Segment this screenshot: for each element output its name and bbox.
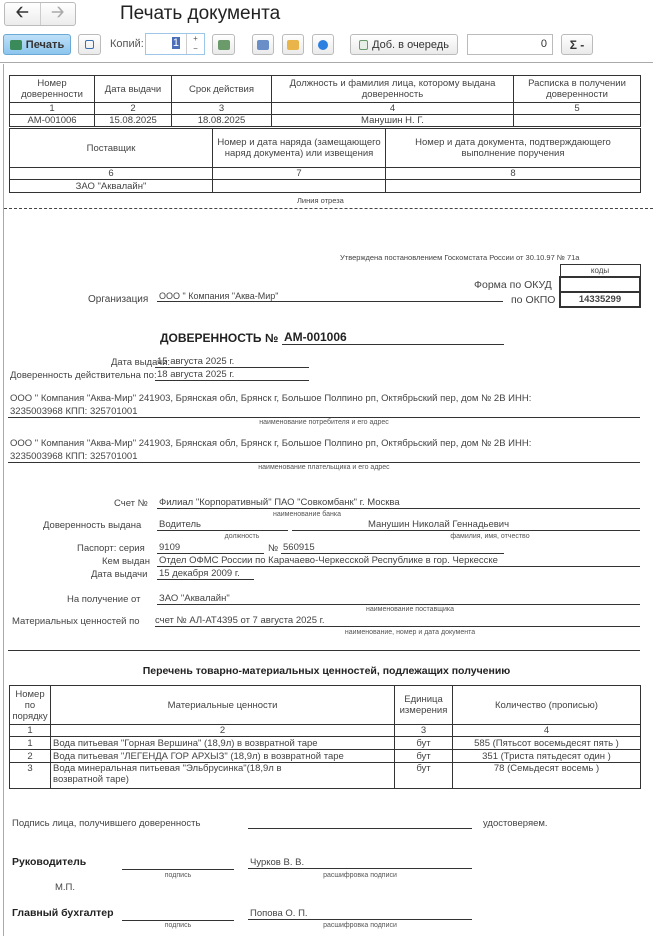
floppy-icon xyxy=(257,40,269,50)
chat-icon xyxy=(318,40,328,50)
envelope-icon xyxy=(287,40,299,50)
supplier-caption: наименование поставщика xyxy=(366,606,454,613)
stub-header: Номер и дата наряда (замещающего наряд документа) или извещения xyxy=(213,129,386,168)
accountant-label: Главный бухгалтер xyxy=(12,907,114,919)
fio-value: Манушин Николай Геннадьевич xyxy=(292,519,640,531)
stub-cell xyxy=(386,180,641,193)
copies-spinner[interactable]: + − xyxy=(186,34,204,54)
org-label: Организация xyxy=(88,294,149,305)
nav-buttons xyxy=(4,2,76,26)
stub-num: 8 xyxy=(386,168,641,180)
org-value: ООО " Компания "Аква-Мир" xyxy=(157,291,503,302)
stub-header: Расписка в получении доверенности xyxy=(514,76,641,103)
stub-num: 3 xyxy=(172,103,272,115)
passport-label: Паспорт: серия xyxy=(77,543,145,554)
valid-value: 18 августа 2025 г. xyxy=(155,369,309,381)
doc-number: АМ-001006 xyxy=(282,330,504,345)
stamp-label: М.П. xyxy=(55,882,76,893)
stub-num: 7 xyxy=(213,168,386,180)
stub-cell xyxy=(213,180,386,193)
print-button[interactable] xyxy=(3,34,71,55)
issued-by-label: Кем выдан xyxy=(102,556,150,567)
stub-table xyxy=(9,75,641,127)
account-value: Филиал "Корпоративный" ПАО "Совкомбанк" г. Москва xyxy=(157,497,640,509)
items-header: Номер по порядку xyxy=(10,686,51,725)
values-value: счет № АЛ-АТ4395 от 7 августа 2025 г. xyxy=(155,615,640,627)
items-header: Единица измерения xyxy=(395,686,453,725)
bank-caption: наименование банка xyxy=(273,511,341,518)
stub-num: 5 xyxy=(514,103,641,115)
okpo-label: по ОКПО xyxy=(511,294,556,306)
stub-table-2 xyxy=(9,128,641,193)
cell: 2 xyxy=(10,750,51,763)
receive-from-value: ЗАО "Аквалайн" xyxy=(157,593,640,605)
recipient-sign-label: Подпись лица, получившего доверенность xyxy=(12,818,201,829)
stub-header: Номер доверенности xyxy=(10,76,95,103)
stub-cell: ЗАО "Аквалайн" xyxy=(10,180,213,193)
cell: Вода питьевая "ЛЕГЕНДА ГОР АРХЫЗ" (18,9л) в возвратной таре xyxy=(51,750,395,763)
cell: Вода минеральная питьевая "Эльбрусинка"(18,9л в возвратной таре) xyxy=(51,763,395,789)
issued-to-label: Доверенность выдана xyxy=(43,520,142,531)
cell: бут xyxy=(395,763,453,789)
stub-num: 6 xyxy=(10,168,213,180)
issued-by-value: Отдел ОФМС России по Карачаево-Черкесской Республике в гор. Черкесске xyxy=(157,555,640,567)
approved-text: Утверждена постановлением Госкомстата России от 30.10.97 № 71а xyxy=(340,253,580,262)
consumer-line-2: 3235003968 КПП: 325701001 xyxy=(8,406,640,418)
table-row xyxy=(10,750,641,763)
payer-caption: наименование плательщика и его адрес xyxy=(258,464,390,471)
values-label: Материальных ценностей по xyxy=(12,616,140,627)
items-num: 3 xyxy=(395,725,453,737)
toolbar-divider xyxy=(0,62,653,63)
okud-value xyxy=(560,277,640,292)
pass-date-value: 15 декабря 2009 г. xyxy=(157,568,254,580)
back-button[interactable]: 🡠 xyxy=(5,3,41,25)
cell: 1 xyxy=(10,737,51,750)
copies-input[interactable] xyxy=(145,33,205,55)
position-caption: должность xyxy=(224,533,260,540)
passport-no-label: № xyxy=(268,543,279,554)
accountant-sign-line xyxy=(122,920,234,921)
printer-icon xyxy=(10,40,22,50)
stub-num: 2 xyxy=(95,103,172,115)
cell: бут xyxy=(395,737,453,750)
stub-cell: АМ-001006 xyxy=(10,115,95,127)
pass-date-label: Дата выдачи xyxy=(91,569,148,580)
valid-label: Доверенность действительна по: xyxy=(10,370,157,381)
list-title: Перечень товарно-материальных ценностей, подлежащих получению xyxy=(142,665,511,677)
cell: 585 (Пятьсот восемьдесят пять ) xyxy=(453,737,641,750)
stub-header: Поставщик xyxy=(10,129,213,168)
items-num: 4 xyxy=(453,725,641,737)
items-table xyxy=(9,685,641,789)
consumer-caption: наименование потребителя и его адрес xyxy=(259,419,389,426)
counter-field[interactable]: 0 xyxy=(467,34,553,55)
edit-button[interactable] xyxy=(212,34,235,55)
codes-table xyxy=(559,264,641,308)
receive-from-label: На получение от xyxy=(67,594,141,605)
stub-num: 1 xyxy=(10,103,95,115)
items-num: 2 xyxy=(51,725,395,737)
stub-cell: 15.08.2025 xyxy=(95,115,172,127)
stub-cell: Манушин Н. Г. xyxy=(272,115,514,127)
forward-button[interactable]: 🡢 xyxy=(51,3,65,21)
cell: Вода питьевая "Горная Вершина" (18,9л) в возвратной таре xyxy=(51,737,395,750)
passport-number: 560915 xyxy=(281,542,504,554)
accountant-name: Попова О. П. xyxy=(248,908,472,920)
decode-caption: расшифровка подписи xyxy=(323,922,397,929)
payer-line-2: 3235003968 КПП: 325701001 xyxy=(8,451,640,463)
cut-line xyxy=(4,208,653,209)
cell: 351 (Триста пятьдесят один ) xyxy=(453,750,641,763)
stub-cell: 18.08.2025 xyxy=(172,115,272,127)
fio-caption: фамилия, имя, отчество xyxy=(450,533,530,540)
okpo-value: 14335299 xyxy=(560,292,640,307)
table-row xyxy=(10,763,641,789)
items-header: Количество (прописью) xyxy=(453,686,641,725)
certify-text: удостоверяем. xyxy=(483,818,548,829)
blank-line xyxy=(8,650,640,651)
cell: бут xyxy=(395,750,453,763)
print-label: Печать xyxy=(25,38,65,51)
stub-cell xyxy=(514,115,641,127)
window-title: Печать документа xyxy=(120,3,281,24)
copies-label: Копий: xyxy=(110,38,144,50)
issue-label: Дата выдачи: xyxy=(111,357,171,368)
stub-header: Срок действия xyxy=(172,76,272,103)
payer-line-1: ООО " Компания "Аква-Мир" 241903, Брянская обл, Брянск г, Большое Полпино рп, Октябрьский пер, дом № 2В ИНН: xyxy=(10,438,532,449)
document-add-icon xyxy=(359,40,368,50)
stub-num: 4 xyxy=(272,103,514,115)
stub-header: Должность и фамилия лица, которому выдана доверенность xyxy=(272,76,514,103)
edit-table-icon xyxy=(218,40,230,50)
items-num: 1 xyxy=(10,725,51,737)
cell: 78 (Семьдесят восемь ) xyxy=(453,763,641,789)
add-queue-button[interactable] xyxy=(350,34,458,55)
passport-series: 9109 xyxy=(157,542,264,554)
issue-value: 15 августа 2025 г. xyxy=(155,356,309,368)
doc-title: ДОВЕРЕННОСТЬ № xyxy=(160,331,279,345)
account-label: Счет № xyxy=(114,498,148,509)
add-queue-label: Доб. в очередь xyxy=(372,38,449,51)
sign-caption: подпись xyxy=(164,922,192,929)
head-sign-line xyxy=(122,869,234,870)
discuss-button[interactable] xyxy=(312,34,334,55)
items-header: Материальные ценности xyxy=(51,686,395,725)
cell: 3 xyxy=(10,763,51,789)
email-button[interactable] xyxy=(282,34,304,55)
okud-label: Форма по ОКУД xyxy=(474,279,552,291)
head-name: Чурков В. В. xyxy=(248,857,472,869)
codes-header: коды xyxy=(560,265,640,278)
copies-value: 1 xyxy=(172,37,179,49)
magnifier-icon xyxy=(85,40,94,49)
stub-header: Дата выдачи xyxy=(95,76,172,103)
sum-button[interactable]: Σ - xyxy=(561,34,593,55)
preview-button[interactable] xyxy=(78,34,101,55)
consumer-line-1: ООО " Компания "Аква-Мир" 241903, Брянская обл, Брянск г, Большое Полпино рп, Октябрьский пер, дом № 2В ИНН: xyxy=(10,393,532,404)
save-button[interactable] xyxy=(252,34,274,55)
recipient-sign-line xyxy=(248,828,472,829)
cut-line-label: Линия отреза xyxy=(297,196,344,205)
position-value: Водитель xyxy=(157,519,288,531)
stub-header: Номер и дата документа, подтверждающего выполнение поручения xyxy=(386,129,641,168)
decode-caption: расшифровка подписи xyxy=(323,872,397,879)
doc-caption: наименование, номер и дата документа xyxy=(344,629,476,636)
head-label: Руководитель xyxy=(12,856,87,868)
table-row xyxy=(10,737,641,750)
sign-caption: подпись xyxy=(164,872,192,879)
